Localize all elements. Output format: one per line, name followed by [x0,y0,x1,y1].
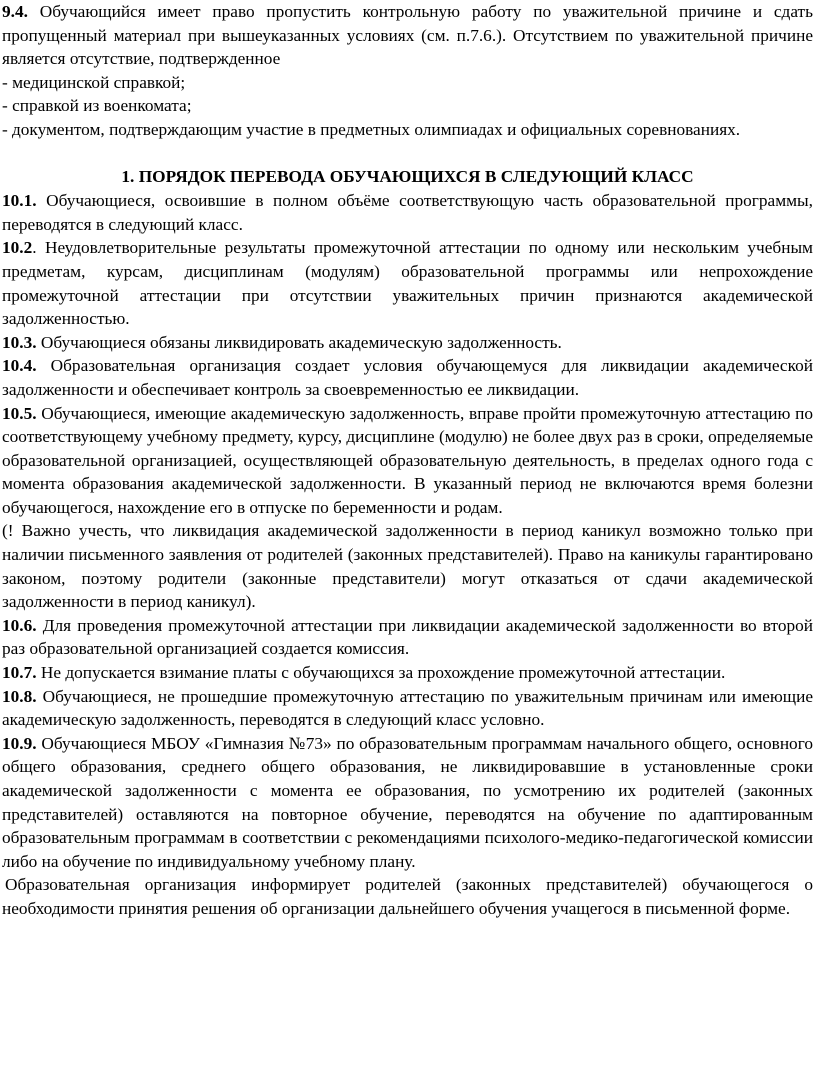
paragraph-text: (! Важно учесть, что ликвидация академической задолженности в период каникул возможно только при наличии письменного заявления от родителей (законных представителей). Право на каникулы гарантировано законом, поэтому родители (законные представители) могут отказаться от сдачи академической задолженности в период каникул). [2,521,813,612]
paragraph-number: 10.4. [2,356,37,376]
paragraph-number: 10.7. [2,663,37,683]
list-dash: - [2,119,8,139]
paragraph-text: Образовательная организация создает условия обучающемуся для ликвидации академической задолженности и обеспечивает контроль за своевременностью ее ликвидации. [2,356,813,399]
paragraph-text: . Неудовлетворительные результаты промежуточной аттестации по одному или нескольким учебным предметам, курсам, дисциплинам (модулям) образовательной программы или непрохождение промежуточной аттестации при отсутствии уважительных причин признаются академической задолженностью. [2,238,813,329]
paragraph-number: 10.6. [2,615,37,635]
list-item: - справкой из военкомата; [2,96,192,116]
paragraph-number: 10.8. [2,686,37,706]
paragraph-9-4 [2,0,813,71]
paragraph-text: Обучающиеся МБОУ «Гимназия №73» по образовательным программам начального общего, основного общего образования, среднего общего образования, не ликвидировавшие в установленные сроки академической задолженности с момента ее образования, по усмотрению их родителей (законных представителей) оставляются на повторное обучение, переводятся на обучение по адаптированным образовательным программам в соответствии с рекомендациями психолого-медико-педагогической комиссии либо на обучение по индивидуальному учебному плану. [2,733,813,871]
paragraph-10-9 [2,732,813,874]
paragraph-number: 10.9. [2,733,37,753]
paragraph-10-1 [2,189,813,236]
list-item: - медицинской справкой; [2,72,186,92]
paragraph-text: Для проведения промежуточной аттестации при ликвидации академической задолженности во второй раз образовательной организацией создается комиссия. [2,615,813,659]
paragraph-text: Обучающиеся обязаны ликвидировать академическую задолженность. [36,332,562,352]
paragraph-text: Обучающиеся, не прошедшие промежуточную аттестацию по уважительным причинам или имеющие академическую задолженность, переводятся в следующий класс условно. [2,686,813,730]
paragraph-10-8 [2,685,813,732]
paragraph-number: 10.5. [2,403,37,423]
paragraph-10-3 [2,331,813,355]
section-heading: 1. ПОРЯДОК ПЕРЕВОДА ОБУЧАЮЩИХСЯ В СЛЕДУЮЩИЙ КЛАСС [121,166,694,186]
paragraph-10-2 [2,236,813,330]
list-item [2,118,813,142]
paragraph-closing [2,873,813,920]
paragraph-10-6 [2,614,813,661]
paragraph-text: Не допускается взимание платы с обучающихся за прохождение промежуточной аттестации. [36,663,726,683]
paragraph-10-7 [2,661,813,685]
paragraph-number: 10.2 [2,238,33,258]
paragraph-text: Обучающийся имеет право пропустить контрольную работу по уважительной причине и сдать пропущенный материал при вышеуказанных условиях (см. п.7.6.). Отсутствием по уважительной причине является отсутствие, подтвержденное [2,2,813,69]
paragraph-number: 9.4. [2,2,28,21]
paragraph-number: 10.3. [2,332,37,352]
paragraph-note [2,519,813,613]
paragraph-10-5 [2,402,813,520]
paragraph-text: Обучающиеся, имеющие академическую задолженность, вправе пройти промежуточную аттестацию по соответствующему учебному предмету, курсу, дисциплине (модулю) не более двух раз в сроки, определяемые образовательной организацией, осуществляющей образовательную деятельность, в пределах одного года с момента образования академической задолженности. В указанный период не включаются время болезни обучающегося, нахождение его в отпуске по беременности и родам. [2,403,813,517]
list-item-text: документом, подтверждающим участие в предметных олимпиадах и официальных соревнованиях. [12,119,741,139]
paragraph-number: 10.1. [2,191,37,211]
paragraph-text: Обучающиеся, освоившие в полном объёме соответствующую часть образовательной программы, переводятся в следующий класс. [2,191,813,234]
paragraph-10-4 [2,354,813,401]
paragraph-text: Образовательная организация информирует родителей (законных представителей) обучающегося о необходимости принятия решения об организации дальнейшего обучения учащегося в письменной форме. [2,875,813,918]
